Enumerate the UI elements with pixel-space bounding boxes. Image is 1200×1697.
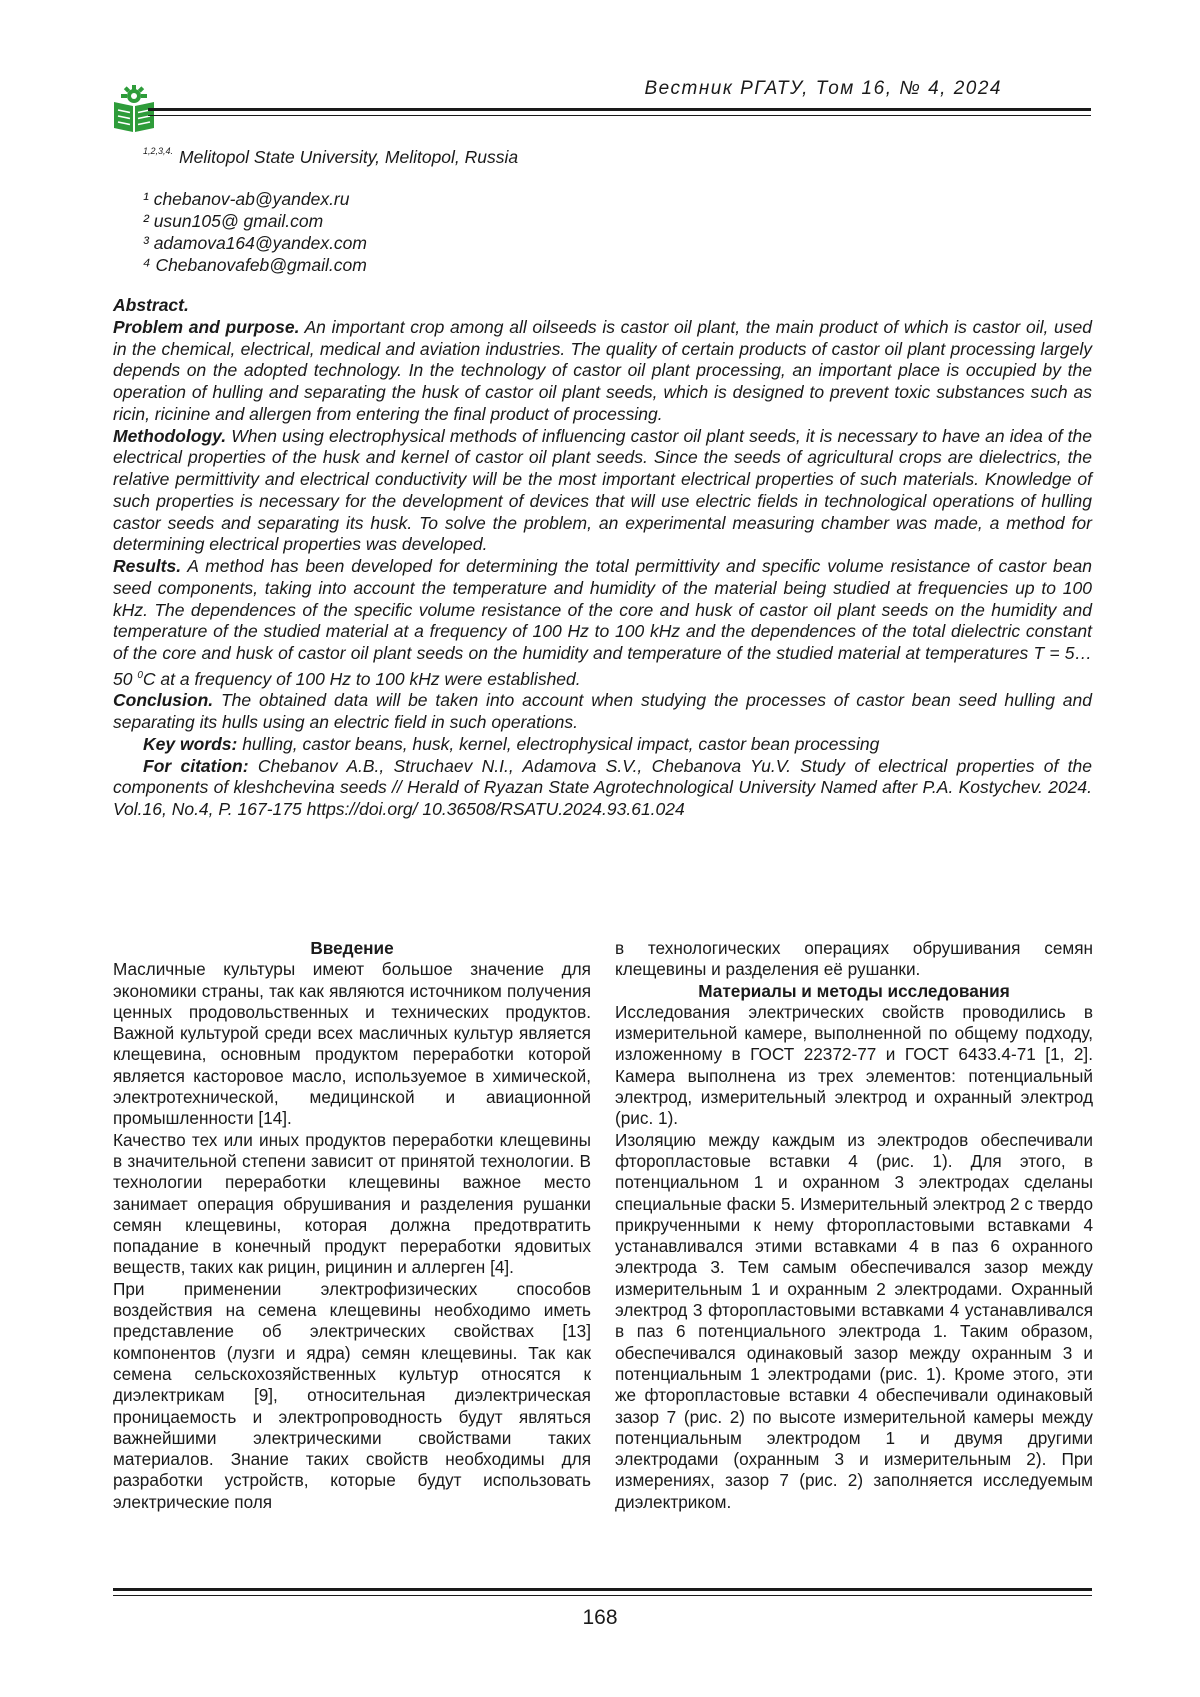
abstract-methodology	[113, 426, 1092, 557]
author-emails	[143, 188, 367, 276]
intro-heading: Введение	[113, 938, 591, 959]
abstract-citation	[113, 756, 1092, 821]
conclusion-label: Conclusion.	[113, 690, 213, 710]
results-text-b: C at a frequency of 100 Hz to 100 kHz were established.	[143, 669, 581, 689]
methodology-label: Methodology.	[113, 426, 226, 446]
intro-paragraph-3: При применении электрофизических способов воздействия на семена клещевины необходимо иметь представление об электрических свойствах [13] компонентов (лузги и ядра) семян клещевины. Так как семена сельскохозяйственных культур относятся к диэлектрикам [9], относительная диэлектрическая проницаемость и электропроводность будут являться важнейшими электрическими свойствами таких материалов. Знание таких свойств необходимы для разработки устройств, которые будут использовать электрические поля	[113, 1279, 591, 1513]
intro-paragraph-3-continued: в технологических операциях обрушивания семян клещевины и разделения её рушанки.	[615, 938, 1093, 981]
email-3: ³ adamova164@yandex.com	[143, 232, 367, 254]
intro-paragraph-1: Масличные культуры имеют большое значение для экономики страны, так как являются источником получения ценных продовольственных и технических продуктов. Важной культурой среди всех масличных культур является клещевина, основным продуктом переработки которой является касторовое масло, используемое в химической, электротехнической, медицинской и авиационной промышленности [14].	[113, 959, 591, 1129]
email-1: ¹ chebanov-ab@yandex.ru	[143, 188, 367, 210]
keywords-label: Key words:	[143, 734, 237, 754]
abstract	[113, 295, 1092, 821]
citation-label: For citation:	[143, 756, 249, 776]
affiliation	[143, 146, 518, 168]
email-2: ² usun105@ gmail.com	[143, 210, 367, 232]
affiliation-marks: 1,2,3,4.	[143, 146, 173, 156]
page-number: 168	[0, 1606, 1200, 1630]
results-text-a: A method has been developed for determining the total permittivity and specific volume resistance of castor bean seed components, taking into account the temperature and humidity of the material being studied at frequencies up to 100 kHz. The dependences of the specific volume resistance of the core and husk of castor oil plant seeds on the humidity and temperature of the studied material at a frequency of 100 Hz to 100 kHz and the dependences of the total dielectric constant of the core and husk of castor oil plant seeds on the humidity and temperature of the studied material at temperatures T = 5…50	[113, 556, 1092, 689]
problem-label: Problem and purpose.	[113, 317, 299, 337]
methodology-text: When using electrophysical methods of influencing castor oil plant seeds, it is necessary to have an idea of the electrical properties of the husk and kernel of castor oil plant seeds. Since the seeds of agricultural crops are dielectrics, the relative permittivity and electrical conductivity will be the most important electrical properties of such materials. Knowledge of such properties is necessary for the development of devices that will use electric fields in technological operations of hulling castor seeds and separating its husk. To solve the problem, an experimental measuring chamber was made, a method for determining electrical properties was developed.	[113, 426, 1092, 555]
results-label: Results.	[113, 556, 181, 576]
problem-text: An important crop among all oilseeds is castor oil plant, the main product of which is castor oil, used in the chemical, electrical, medical and aviation industries. The quality of certain products of castor oil plant processing largely depends on the adopted technology. In the technology of castor oil plant processing, an important place is occupied by the operation of hulling and separating the husk of castor oil plant seeds, which is designed to prevent toxic substances such as ricin, ricinine and allergen from entering the final product of processing.	[113, 317, 1092, 424]
affiliation-text: Melitopol State University, Melitopol, Russia	[179, 147, 518, 167]
keywords-text: hulling, castor beans, husk, kernel, electrophysical impact, castor bean processing	[237, 734, 879, 754]
results-degree: 0	[137, 670, 143, 681]
right-column	[615, 938, 1093, 1513]
header-rule-thin	[148, 115, 1091, 116]
methods-heading: Материалы и методы исследования	[615, 981, 1093, 1002]
journal-title: Вестник РГАТУ, Том 16, № 4, 2024	[644, 78, 1002, 100]
footer-rule-thin	[113, 1595, 1092, 1596]
abstract-keywords	[113, 734, 1092, 756]
left-column	[113, 938, 591, 1513]
abstract-title: Abstract.	[113, 295, 189, 315]
header-rule	[148, 108, 1091, 111]
email-4: ⁴ Chebanovafeb@gmail.com	[143, 254, 367, 276]
footer-rule	[113, 1588, 1092, 1591]
methods-paragraph-2: Изоляцию между каждым из электродов обеспечивали фторопластовые вставки 4 (рис. 1). Для этого, в потенциальном 1 и охранном 3 электродах сделаны специальные фаски 5. Измерительный электрод 2 с твердо прикрученными к нему фторопластовыми вставками 4 устанавливался этими вставками 4 в паз 6 охранного электрода 3. Тем самым обеспечивался зазор между измерительным 1 и охранным 2 электродами. Охранный электрод 3 фторопластовыми вставками 4 устанавливался в паз 6 потенциального электрода 1. Таким образом, обеспечивался одинаковый зазор между охранным 3 и потенциальным 1 электродами (рис. 1). Кроме этого, эти же фторопластовые вставки 4 обеспечивали одинаковый зазор 7 (рис. 2) по высоте измерительной камеры между потенциальным электродом 1 и двумя другими электродами (охранным 3 и измерительным 2). При измерениях, зазор 7 (рис. 2) заполняется исследуемым диэлектриком.	[615, 1130, 1093, 1513]
citation-text: Chebanov A.B., Struchaev N.I., Adamova S.V., Chebanova Yu.V. Study of electrical properties of the components of kleshchevina seeds // Herald of Ryazan State Agrotechnological University Named after P.A. Kostychev. 2024. Vol.16, No.4, P. 167-175 https://doi.org/ 10.36508/RSATU.2024.93.61.024	[113, 756, 1092, 820]
methods-paragraph-1: Исследования электрических свойств проводились в измерительной камере, выполненной по общему подходу, изложенному в ГОСТ 22372-77 и ГОСТ 6433.4-71 [1, 2]. Камера выполнена из трех элементов: потенциальный электрод, измерительный электрод и охранный электрод (рис. 1).	[615, 1002, 1093, 1130]
intro-paragraph-2: Качество тех или иных продуктов переработки клещевины в значительной степени зависит от принятой технологии. В технологии переработки клещевины важное место занимает операция обрушивания и разделения рушанки семян клещевины, которая должна предотвратить попадание в конечный продукт переработки ядовитых веществ, таких как рицин, рицинин и аллерген [4].	[113, 1130, 591, 1279]
abstract-conclusion	[113, 690, 1092, 734]
conclusion-text: The obtained data will be taken into account when studying the processes of castor bean seed hulling and separating its hulls using an electric field in such operations.	[113, 690, 1092, 732]
abstract-problem	[113, 317, 1092, 426]
abstract-results	[113, 556, 1092, 690]
